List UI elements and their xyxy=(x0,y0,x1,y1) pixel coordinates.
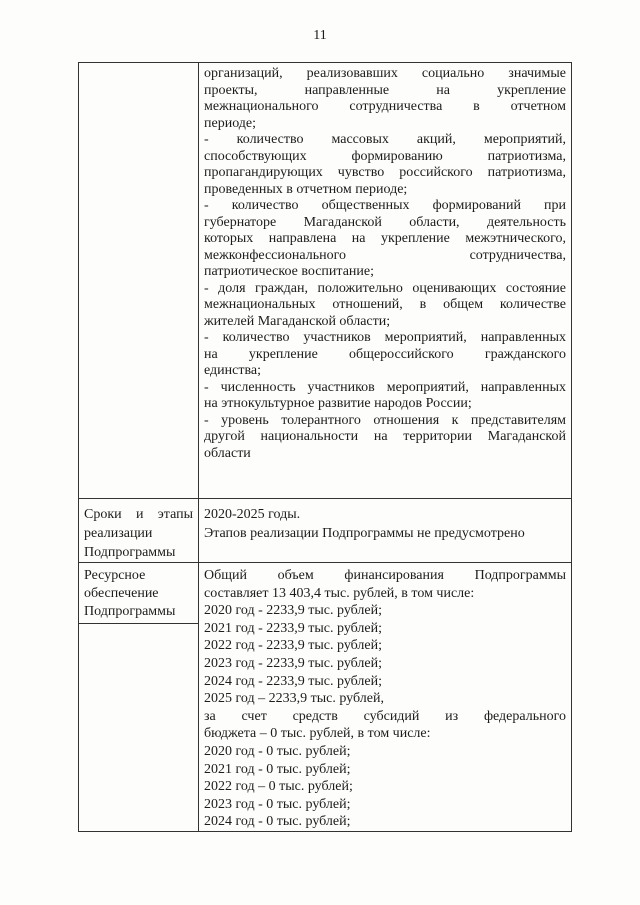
resources-label-line: обеспечение xyxy=(84,586,159,601)
indicator-line: другой национальности на территории Магаданской xyxy=(204,429,566,444)
terms-label xyxy=(79,499,198,562)
row-terms-content-cell xyxy=(199,499,572,563)
indicator-line: - количество общественных формирований при xyxy=(204,198,566,213)
resources-line: 2020 год - 0 тыс. рублей; xyxy=(204,743,351,759)
terms-label-line: Сроки и этапы xyxy=(84,507,193,522)
indicator-line: пропагандирующих чувство российского патриотизма, xyxy=(204,165,566,180)
indicator-line: единства; xyxy=(204,363,261,378)
indicator-line: патриотическое воспитание; xyxy=(204,264,374,279)
table-row-terms xyxy=(79,499,572,563)
terms-line: Этапов реализации Подпрограммы не предусмотрено xyxy=(204,526,525,541)
passport-table xyxy=(78,62,572,832)
indicator-line: периоде; xyxy=(204,115,257,131)
resources-line: 2021 год - 2233,9 тыс. рублей; xyxy=(204,620,383,636)
table-row-resources xyxy=(79,563,572,832)
indicator-line: межконфессионального сотрудничества, xyxy=(204,247,566,263)
indicator-line: - численность участников мероприятий, направленных xyxy=(204,379,566,395)
indicator-line: на этнокультурное развитие народов России; xyxy=(204,396,472,411)
resources-line: 2024 год - 2233,9 тыс. рублей; xyxy=(204,673,383,689)
row-indicators-label-cell xyxy=(79,63,199,499)
indicator-line: межнациональных отношений, в общем количестве xyxy=(204,297,566,312)
indicator-line: способствующих формированию патриотизма, xyxy=(204,148,566,164)
row-resources-label-cell xyxy=(79,563,199,832)
resources-label-line: Подпрограммы xyxy=(84,604,176,619)
indicator-line: проекты, направленные на укрепление xyxy=(204,82,566,98)
indicator-line: организаций, реализовавших социально значимые xyxy=(204,66,566,81)
resources-line: за счет средств субсидий из федерального xyxy=(204,708,566,724)
resources-line: 2022 год – 0 тыс. рублей; xyxy=(204,779,353,795)
indicator-line: на укрепление общероссийского гражданского xyxy=(204,346,566,362)
row-indicators-label xyxy=(79,63,198,66)
terms-text xyxy=(199,499,571,543)
indicator-line: межнационального сотрудничества в отчетном xyxy=(204,99,566,114)
resources-line: 2024 год - 0 тыс. рублей; xyxy=(204,814,351,830)
resources-line: 2023 год - 2233,9 тыс. рублей; xyxy=(204,655,383,671)
resources-line: Общий объем финансирования Подпрограммы xyxy=(204,568,566,583)
indicator-line: - доля граждан, положительно оценивающих состояние xyxy=(204,280,566,296)
resources-line: 2022 год - 2233,9 тыс. рублей; xyxy=(204,638,383,654)
indicator-line: проведенных в отчетном периоде; xyxy=(204,181,408,197)
cell-divider xyxy=(79,623,198,624)
resources-line: 2025 год – 2233,9 тыс. рублей, xyxy=(204,691,384,707)
row-indicators-content-cell xyxy=(199,63,572,499)
indicator-line: - количество участников мероприятий, направленных xyxy=(204,330,566,345)
resources-line: 2021 год - 0 тыс. рублей; xyxy=(204,761,351,777)
indicator-line: - уровень толерантного отношения к представителям xyxy=(204,412,566,428)
terms-label-line: Подпрограммы xyxy=(84,545,176,560)
indicator-line: области xyxy=(204,445,251,461)
resources-text xyxy=(199,563,571,831)
indicators-text xyxy=(199,63,571,462)
indicator-line: которых направлена на укрепление межэтнического, xyxy=(204,231,566,246)
indicator-line: - количество массовых акций, мероприятий, xyxy=(204,132,566,147)
resources-line: составляет 13 403,4 тыс. рублей, в том числе: xyxy=(204,585,475,601)
terms-line: 2020-2025 годы. xyxy=(204,507,301,522)
indicator-line: жителей Магаданской области; xyxy=(204,313,391,329)
resources-line: 2023 год - 0 тыс. рублей; xyxy=(204,796,351,812)
table-row-indicators xyxy=(79,63,572,499)
indicator-line: губернаторе Магаданской области, деятельность xyxy=(204,214,566,230)
row-terms-label-cell xyxy=(79,499,199,563)
resources-line: бюджета – 0 тыс. рублей, в том числе: xyxy=(204,726,431,742)
resources-label-line: Ресурсное xyxy=(84,568,146,583)
resources-label xyxy=(79,563,198,623)
row-resources-content-cell xyxy=(199,563,572,832)
resources-line: 2020 год - 2233,9 тыс. рублей; xyxy=(204,603,383,619)
terms-label-line: реализации xyxy=(84,526,153,541)
page-number: 11 xyxy=(313,28,327,43)
